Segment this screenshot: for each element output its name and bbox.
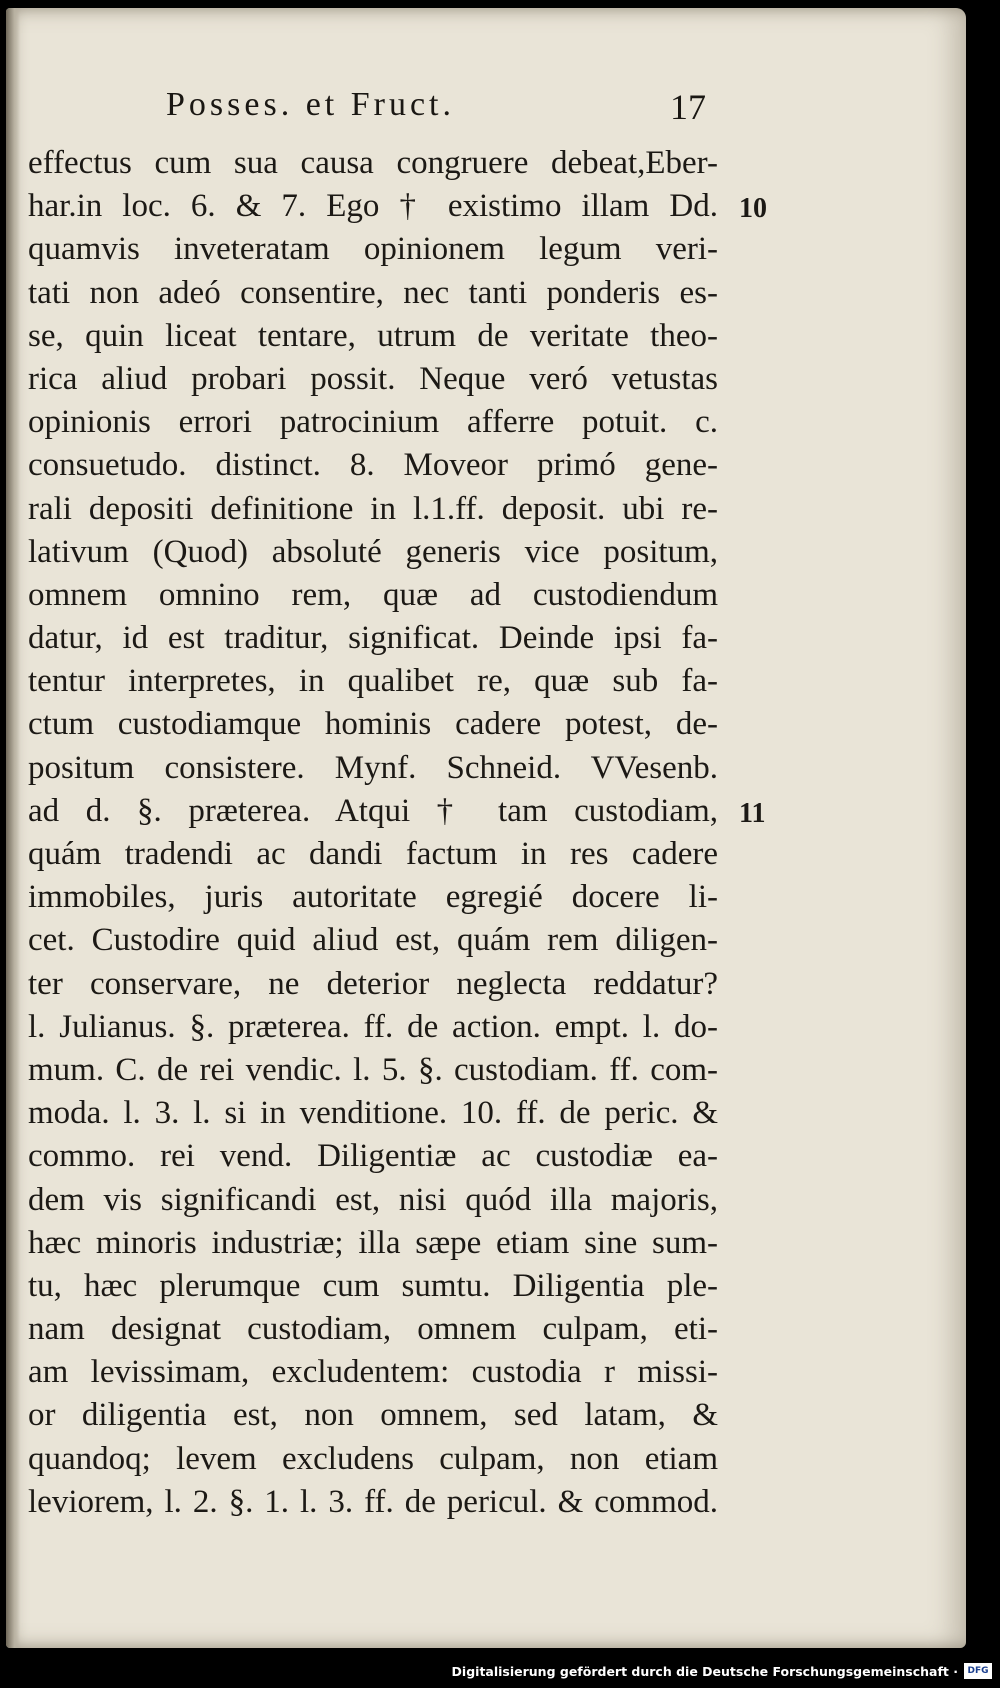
dfg-logo-icon: DFG (964, 1663, 992, 1679)
text-line: mum. C. de rei vendic. l. 5. §. custodiam. ff. com- (28, 1051, 718, 1088)
text-line: cet. Custodire quid aliud est, quám rem diligen- (28, 922, 718, 959)
text-line: quamvis inveteratam opinionem legum veri- (28, 231, 718, 268)
text-line: se, quin liceat tentare, utrum de veritate theo- (28, 317, 718, 354)
text-line: l. Julianus. §. præterea. ff. de action. empt. l. do- (28, 1008, 718, 1045)
text-line: or diligentia est, non omnem, sed latam, & (28, 1397, 718, 1434)
text-line: rali depositi definitione in l.1.ff. deposit. ubi re- (28, 490, 718, 527)
text-line: am levissimam, excludentem: custodia r missi- (28, 1354, 718, 1391)
text-line: positum consistere. Mynf. Schneid. VVesenb. (28, 749, 718, 786)
text-line: ad d. §. præterea. Atqui † tam custodiam, (28, 792, 718, 829)
footer-credit: Digitalisierung gefördert durch die Deutsche Forschungsgemeinschaft · (451, 1663, 958, 1679)
text-line: immobiles, juris autoritate egregié docere li- (28, 879, 718, 916)
page-header (166, 86, 706, 136)
text-line: har.in loc. 6. & 7. Ego † existimo illam Dd. (28, 188, 718, 225)
text-line: consuetudo. distinct. 8. Moveor primó gene- (28, 447, 718, 484)
text-line: moda. l. 3. l. si in venditione. 10. ff. de peric. & (28, 1095, 718, 1132)
body-text (28, 142, 718, 1524)
text-line: opinionis errori patrocinium afferre potuit. c. (28, 404, 718, 441)
book-page (6, 8, 966, 1648)
text-line: omnem omnino rem, quæ ad custodiendum (28, 576, 718, 613)
text-line: ter conservare, ne deterior neglecta reddatur? (28, 965, 718, 1002)
text-line: rica aliud probari possit. Neque veró vetustas (28, 360, 718, 397)
text-line: quandoq; levem excludens culpam, non etiam (28, 1440, 718, 1477)
text-line: lativum (Quod) absoluté generis vice positum, (28, 533, 718, 570)
text-line: dem vis significandi est, nisi quód illa majoris, (28, 1181, 718, 1218)
text-line: tentur interpretes, in qualibet re, quæ sub fa- (28, 663, 718, 700)
text-line: leviorem, l. 2. §. 1. l. 3. ff. de pericul. & commod. (28, 1483, 718, 1520)
page-number: 17 (670, 87, 706, 127)
text-line: nam designat custodiam, omnem culpam, eti- (28, 1311, 718, 1348)
running-title: Posses. et Fruct. (166, 86, 455, 123)
text-line: datur, id est traditur, significat. Deinde ipsi fa- (28, 620, 718, 657)
text-line: effectus cum sua causa congruere debeat,Eber- (28, 145, 718, 181)
margin-note: 11 (739, 798, 766, 829)
text-line: hæc minoris industriæ; illa sæpe etiam sine sum- (28, 1224, 718, 1261)
text-line: quám tradendi ac dandi factum in res cadere (28, 836, 718, 872)
text-line: tati non adeó consentire, nec tanti ponderis es- (28, 274, 718, 311)
text-line: commo. rei vend. Diligentiæ ac custodiæ ea- (28, 1138, 718, 1175)
margin-note: 10 (739, 193, 767, 225)
text-line: ctum custodiamque hominis cadere potest, de- (28, 706, 718, 743)
text-line: tu, hæc plerumque cum sumtu. Diligentia ple- (28, 1267, 718, 1304)
page-gutter (6, 8, 20, 1648)
footer (452, 1658, 992, 1684)
